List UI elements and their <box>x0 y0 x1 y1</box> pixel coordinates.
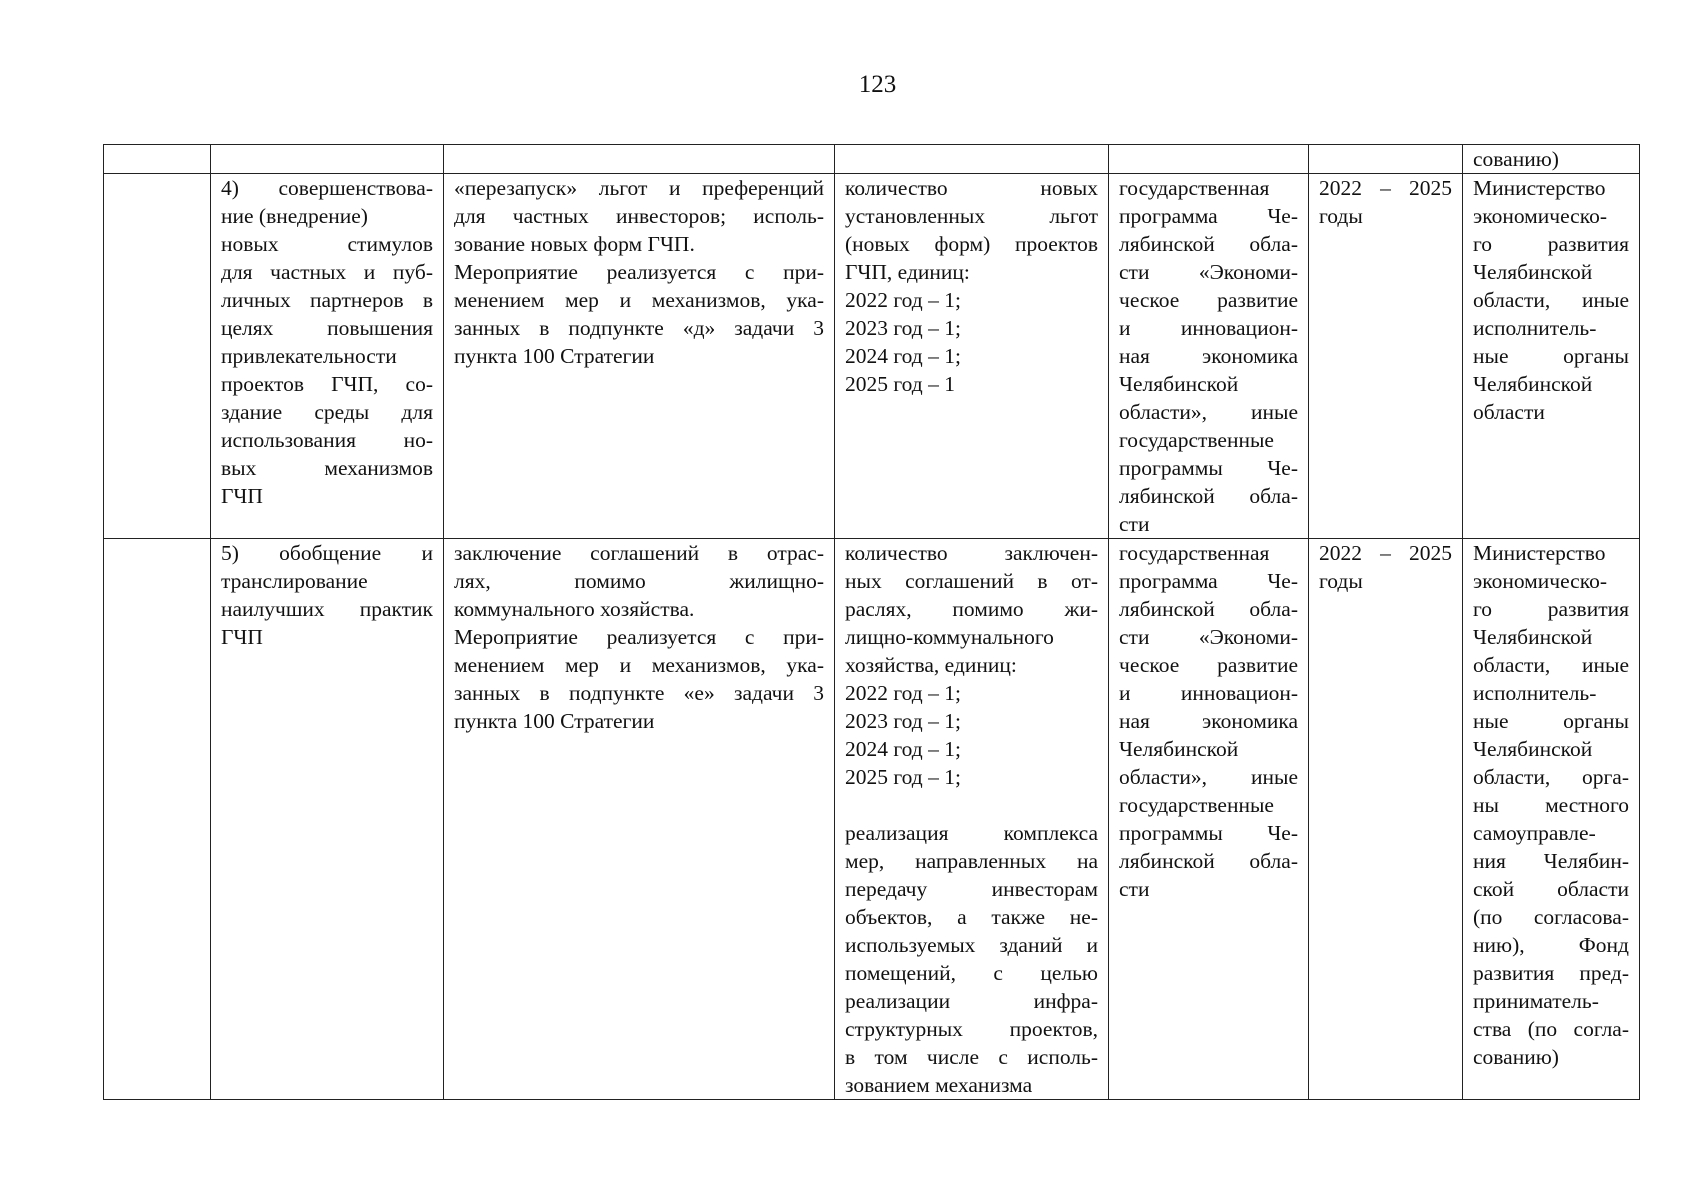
cell-line: «перезапуск» льгот и преференций <box>454 176 824 200</box>
table-cell <box>104 145 211 174</box>
cell-line: области, иные <box>1473 653 1629 677</box>
cell-line: программа Че- <box>1119 569 1298 593</box>
table-cell-program <box>1109 174 1309 539</box>
cell-line: и инновацион- <box>1119 316 1298 340</box>
table-cell-number <box>104 539 211 1100</box>
table-row <box>104 174 1640 539</box>
cell-line: передачу инвесторам <box>845 877 1098 901</box>
cell-line: 2024 год – 1; <box>845 737 961 761</box>
cell-line: области», иные <box>1119 400 1298 424</box>
table-cell-task <box>211 539 444 1100</box>
cell-line: ГЧП <box>221 484 263 508</box>
cell-line: для частных и пуб- <box>221 260 433 284</box>
table-cell-measure <box>444 174 835 539</box>
cell-line: Челябинской <box>1473 625 1593 649</box>
cell-line: исполнитель- <box>1473 316 1597 340</box>
cell-line: занных в подпункте «д» задачи 3 <box>454 316 824 340</box>
continuation-row <box>104 145 1640 174</box>
cell-line: пункта 100 Стратегии <box>454 709 655 733</box>
table-cell-number <box>104 174 211 539</box>
cell-line: Челябинской <box>1473 737 1593 761</box>
table-cell-task <box>211 174 444 539</box>
cell-line: 2022 год – 1; <box>845 681 961 705</box>
cell-line: реализации инфра- <box>845 989 1098 1013</box>
cell-line: государственные <box>1119 428 1274 452</box>
cell-line: объектов, а также не- <box>845 905 1098 929</box>
cell-line: ческое развитие <box>1119 653 1298 677</box>
cell-line: нию), Фонд <box>1473 933 1629 957</box>
cell-line: Мероприятие реализуется с при- <box>454 260 824 284</box>
cell-line: мер, направленных на <box>845 849 1098 873</box>
cell-line: установленных льгот <box>845 204 1098 228</box>
cell-line: лябинской обла- <box>1119 849 1298 873</box>
cell-line <box>845 791 1098 819</box>
measures-table <box>103 144 1640 1100</box>
table-cell-period <box>1309 539 1463 1100</box>
cell-line: ческое развитие <box>1119 288 1298 312</box>
cell-line: государственная <box>1119 541 1270 565</box>
cell-line: и инновацион- <box>1119 681 1298 705</box>
cell-line: ные органы <box>1473 709 1629 733</box>
cell-line: (по согласова- <box>1473 905 1629 929</box>
cell-line: Челябинской <box>1473 372 1593 396</box>
table-cell-responsible <box>1463 539 1640 1100</box>
cell-line: сти «Экономи- <box>1119 260 1298 284</box>
cell-line: личных партнеров в <box>221 288 433 312</box>
cell-line: Министерство <box>1473 541 1606 565</box>
cell-line: используемых зданий и <box>845 933 1098 957</box>
cell-line: приниматель- <box>1473 989 1599 1013</box>
cell-line: области <box>1473 400 1545 424</box>
cell-line: ГЧП, единиц: <box>845 260 970 284</box>
cell-line: Челябинской <box>1119 372 1239 396</box>
cell-line: 5) обобщение и <box>221 541 433 565</box>
cell-line: менением мер и механизмов, ука- <box>454 288 824 312</box>
cell-line: государственная <box>1119 176 1270 200</box>
cell-line: зованием механизма <box>845 1073 1033 1097</box>
cell-line: го развития <box>1473 597 1629 621</box>
cell-line: ния Челябин- <box>1473 849 1629 873</box>
cell-line: государственные <box>1119 793 1274 817</box>
table-cell-program <box>1109 539 1309 1100</box>
cell-line: программа Че- <box>1119 204 1298 228</box>
cell-line: Челябинской <box>1473 260 1593 284</box>
table-cell-measure <box>444 539 835 1100</box>
cell-line: наилучших практик <box>221 597 433 621</box>
page-number: 123 <box>858 71 897 98</box>
cell-line: сти <box>1119 512 1150 536</box>
cell-line: лищно-коммунального <box>845 625 1054 649</box>
cell-line: экономическо- <box>1473 204 1607 228</box>
cell-line: 2025 год – 1; <box>845 765 961 789</box>
cell-line: области, иные <box>1473 288 1629 312</box>
cell-line: количество заключен- <box>845 541 1098 565</box>
cell-line: 2023 год – 1; <box>845 709 961 733</box>
table-row <box>104 539 1640 1100</box>
cell-line: заключение соглашений в отрас- <box>454 541 824 565</box>
cell-line: лях, помимо жилищно- <box>454 569 824 593</box>
cell-line: 2022 год – 1; <box>845 288 961 312</box>
cell-line: проектов ГЧП, со- <box>221 372 433 396</box>
cell-line: самоуправле- <box>1473 821 1596 845</box>
table-cell-responsible: сованию) <box>1463 145 1640 174</box>
cell-line: ная экономика <box>1119 709 1298 733</box>
cell-line: для частных инвесторов; исполь- <box>454 204 824 228</box>
cell-line: хозяйства, единиц: <box>845 653 1017 677</box>
cell-line: менением мер и механизмов, ука- <box>454 653 824 677</box>
cell-line: раслях, помимо жи- <box>845 597 1098 621</box>
cell-line: ны местного <box>1473 793 1629 817</box>
cell-line: ная экономика <box>1119 344 1298 368</box>
table-cell <box>1109 145 1309 174</box>
cell-line: го развития <box>1473 232 1629 256</box>
cell-line: сти <box>1119 877 1150 901</box>
cell-line: программы Че- <box>1119 456 1298 480</box>
cell-line: вых механизмов <box>221 456 433 480</box>
cell-line: ГЧП <box>221 625 263 649</box>
cell-line: 2025 год – 1 <box>845 372 955 396</box>
cell-line: новых стимулов <box>221 232 433 256</box>
cell-line: целях повышения <box>221 316 433 340</box>
cell-line: годы <box>1319 204 1363 228</box>
table-cell-responsible <box>1463 174 1640 539</box>
cell-line: 2022 – 2025 <box>1319 176 1452 200</box>
cell-line: реализация комплекса <box>845 821 1098 845</box>
cell-line: сти «Экономи- <box>1119 625 1298 649</box>
cell-line: развития пред- <box>1473 961 1629 985</box>
cell-line: программы Че- <box>1119 821 1298 845</box>
cell-line: в том числе с исполь- <box>845 1045 1098 1069</box>
cell-line: 2024 год – 1; <box>845 344 961 368</box>
cell-line: помещений, с целью <box>845 961 1098 985</box>
cell-line: ные органы <box>1473 344 1629 368</box>
cell-line: лябинской обла- <box>1119 597 1298 621</box>
table-cell <box>1309 145 1463 174</box>
table-cell <box>835 145 1109 174</box>
cell-line: транслирование <box>221 569 368 593</box>
table-cell-indicator <box>835 174 1109 539</box>
cell-line: 4) совершенствова- <box>221 176 433 200</box>
table-cell-period <box>1309 174 1463 539</box>
cell-line: Мероприятие реализуется с при- <box>454 625 824 649</box>
table-cell <box>444 145 835 174</box>
cell-line: ства (по согла- <box>1473 1017 1629 1041</box>
cell-line: области, орга- <box>1473 765 1629 789</box>
cell-line: 2022 – 2025 <box>1319 541 1452 565</box>
cell-line: использования но- <box>221 428 433 452</box>
table-cell-indicator <box>835 539 1109 1100</box>
cell-line: (новых форм) проектов <box>845 232 1098 256</box>
cell-line: коммунального хозяйства. <box>454 597 695 621</box>
cell-line: занных в подпункте «е» задачи 3 <box>454 681 824 705</box>
cell-line: лябинской обла- <box>1119 232 1298 256</box>
cell-line: годы <box>1319 569 1363 593</box>
cell-line: ние (внедрение) <box>221 204 368 228</box>
cell-line: сованию) <box>1473 1045 1559 1069</box>
cell-line: 2023 год – 1; <box>845 316 961 340</box>
cell-line: области», иные <box>1119 765 1298 789</box>
cell-line: ской области <box>1473 877 1629 901</box>
cell-line: исполнитель- <box>1473 681 1597 705</box>
cell-line: Челябинской <box>1119 737 1239 761</box>
cell-line: привлекательности <box>221 344 397 368</box>
cell-line: экономическо- <box>1473 569 1607 593</box>
cell-line: пункта 100 Стратегии <box>454 344 655 368</box>
cell-line: зование новых форм ГЧП. <box>454 232 695 256</box>
cell-line: количество новых <box>845 176 1098 200</box>
cell-line: структурных проектов, <box>845 1017 1098 1041</box>
table-cell <box>211 145 444 174</box>
cell-line: здание среды для <box>221 400 433 424</box>
cell-line: ных соглашений в от- <box>845 569 1098 593</box>
cell-line: лябинской обла- <box>1119 484 1298 508</box>
cell-line: Министерство <box>1473 176 1606 200</box>
